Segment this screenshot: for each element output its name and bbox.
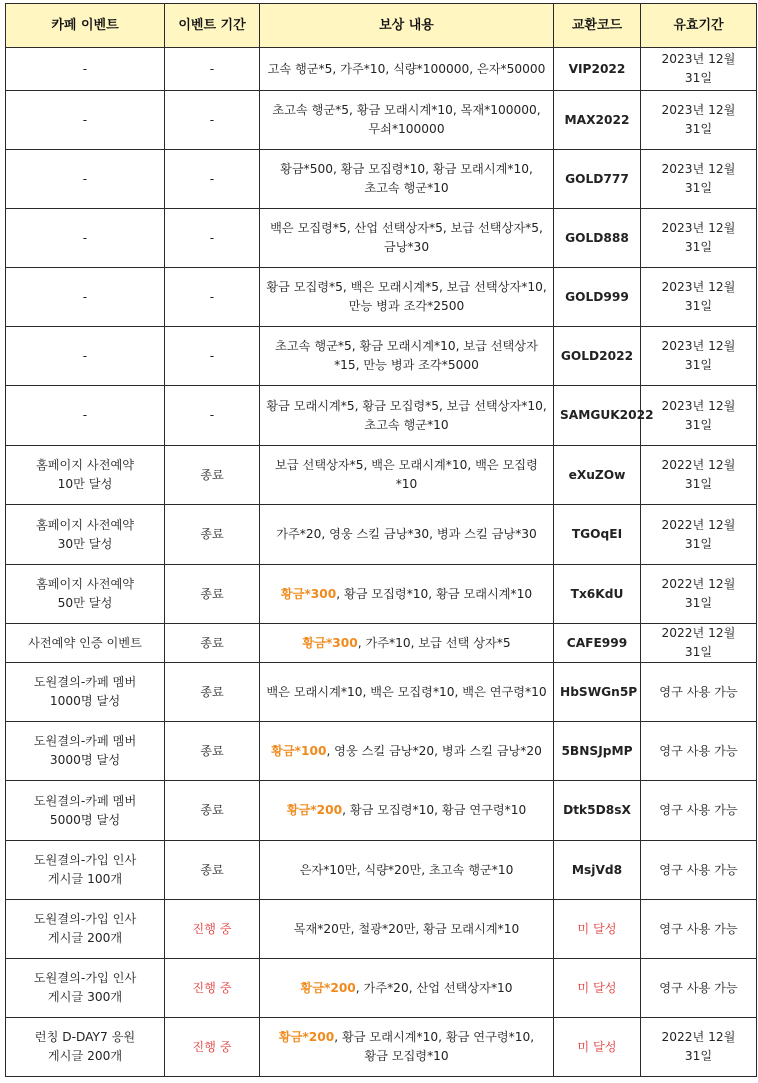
cafe-event-cell bbox=[6, 781, 165, 841]
reward-cell bbox=[260, 722, 554, 781]
reward-cell bbox=[260, 446, 554, 505]
table-row bbox=[6, 386, 757, 446]
exchange-code: Dtk5D8sX bbox=[563, 803, 631, 817]
event-period-text: - bbox=[209, 61, 215, 76]
event-period-text: - bbox=[209, 112, 215, 127]
event-period-cell bbox=[165, 959, 260, 1018]
event-period-text: 종료 bbox=[200, 684, 224, 699]
expiry-text: 2022년 12월 31일 bbox=[661, 1030, 736, 1063]
table-row bbox=[6, 48, 757, 91]
cafe-event-cell bbox=[6, 841, 165, 900]
event-period-text: 종료 bbox=[200, 743, 224, 758]
expiry-cell bbox=[641, 505, 757, 565]
event-period-cell bbox=[165, 565, 260, 624]
header-row bbox=[6, 4, 757, 48]
event-period-cell bbox=[165, 150, 260, 209]
cafe-event-text: 홈페이지 사전예약 50만 달성 bbox=[35, 577, 135, 610]
event-period-cell bbox=[165, 91, 260, 150]
event-period-cell bbox=[165, 900, 260, 959]
cafe-event-cell bbox=[6, 48, 165, 91]
reward-cell bbox=[260, 150, 554, 209]
expiry-text: 2022년 12월 31일 bbox=[661, 517, 736, 551]
reward-text: 초고속 행군*5, 황금 모래시계*10, 보급 선택상자*15, 만능 병과 조각*5000 bbox=[275, 339, 538, 372]
event-period-cell bbox=[165, 209, 260, 268]
table-row bbox=[6, 722, 757, 781]
exchange-code: HbSWGn5P bbox=[560, 684, 638, 699]
cafe-event-text: - bbox=[82, 348, 88, 363]
table-row bbox=[6, 900, 757, 959]
table-row bbox=[6, 150, 757, 209]
cafe-event-text: 홈페이지 사전예약 10만 달성 bbox=[35, 458, 135, 491]
cafe-event-cell bbox=[6, 91, 165, 150]
cafe-event-cell bbox=[6, 1018, 165, 1077]
event-period-text: 진행 중 bbox=[192, 921, 232, 936]
table-row bbox=[6, 1018, 757, 1077]
exchange-code: VIP2022 bbox=[568, 61, 626, 76]
reward-cell bbox=[260, 327, 554, 386]
exchange-code-cell[interactable] bbox=[554, 841, 641, 900]
exchange-code-cell[interactable] bbox=[554, 722, 641, 781]
exchange-code: MsjVd8 bbox=[571, 862, 623, 877]
exchange-code: eXuZOw bbox=[568, 467, 626, 482]
exchange-code-cell[interactable] bbox=[554, 150, 641, 209]
cafe-event-cell bbox=[6, 959, 165, 1018]
cafe-event-text: - bbox=[82, 408, 88, 422]
reward-text: , 가주*10, 보급 선택 상자*5 bbox=[357, 635, 511, 650]
event-period-cell bbox=[165, 663, 260, 722]
expiry-text: 영구 사용 가능 bbox=[659, 862, 738, 877]
expiry-cell bbox=[641, 722, 757, 781]
exchange-code: GOLD2022 bbox=[560, 348, 634, 363]
cafe-event-cell bbox=[6, 446, 165, 505]
exchange-code-cell[interactable] bbox=[554, 386, 654, 446]
expiry-text: 영구 사용 가능 bbox=[659, 980, 738, 995]
cafe-event-text: 런칭 D-DAY7 응원 게시글 200개 bbox=[34, 1030, 136, 1063]
expiry-cell bbox=[641, 841, 757, 900]
exchange-code: Tx6KdU bbox=[570, 586, 624, 601]
reward-cell bbox=[260, 386, 554, 446]
cafe-event-text: - bbox=[82, 171, 88, 186]
event-period-text: - bbox=[209, 408, 215, 422]
cafe-event-cell bbox=[6, 900, 165, 959]
expiry-cell bbox=[641, 150, 757, 209]
cafe-event-cell bbox=[6, 209, 165, 268]
cafe-event-cell bbox=[6, 150, 165, 209]
expiry-cell bbox=[641, 268, 757, 327]
exchange-code: GOLD888 bbox=[565, 230, 629, 245]
event-period-text: 종료 bbox=[200, 803, 224, 817]
expiry-text: 2023년 12월 31일 bbox=[661, 103, 736, 136]
event-period-text: 진행 중 bbox=[192, 1039, 232, 1054]
event-period-text: - bbox=[209, 289, 215, 304]
exchange-code-cell[interactable] bbox=[554, 268, 641, 327]
expiry-cell bbox=[641, 91, 757, 150]
cafe-event-text: 사전예약 인증 이벤트 bbox=[28, 635, 142, 650]
cafe-event-cell bbox=[6, 722, 165, 781]
reward-text: , 황금 모집령*10, 황금 연구령*10 bbox=[342, 803, 527, 817]
exchange-code: GOLD777 bbox=[565, 171, 629, 186]
exchange-code-cell[interactable] bbox=[554, 781, 641, 841]
reward-text: 황금*500, 황금 모집령*10, 황금 모래시계*10, 초고속 행군*10 bbox=[280, 162, 533, 195]
reward-text: 보급 선택상자*5, 백은 모래시계*10, 백은 모집령*10 bbox=[275, 458, 538, 491]
event-period-cell bbox=[165, 327, 260, 386]
cafe-event-text: 도원결의-카페 멤버 5000명 달성 bbox=[33, 793, 137, 827]
event-period-text: 진행 중 bbox=[192, 980, 232, 995]
exchange-code-cell[interactable] bbox=[554, 446, 641, 505]
table-row bbox=[6, 327, 757, 386]
table-row bbox=[6, 781, 757, 841]
expiry-cell bbox=[641, 663, 757, 722]
cafe-event-text: 도원결의-카페 멤버 1000명 달성 bbox=[33, 675, 137, 708]
reward-highlight-text: 황금*200 bbox=[286, 803, 343, 817]
reward-cell bbox=[260, 900, 554, 959]
reward-cell bbox=[260, 505, 554, 565]
cafe-event-text: 홈페이지 사전예약 30만 달성 bbox=[35, 517, 135, 551]
coupon-table bbox=[5, 3, 757, 1077]
header-reward: 보상 내용 bbox=[260, 4, 554, 48]
expiry-text: 2022년 12월 31일 bbox=[661, 577, 736, 610]
cafe-event-text: 도원결의-카페 멤버 3000명 달성 bbox=[33, 734, 137, 767]
exchange-code: 5BNSJpMP bbox=[561, 743, 633, 758]
event-period-cell bbox=[165, 48, 260, 91]
expiry-cell bbox=[641, 327, 757, 386]
expiry-text: 영구 사용 가능 bbox=[659, 803, 738, 817]
table-row bbox=[6, 663, 757, 722]
event-period-cell bbox=[165, 624, 260, 663]
expiry-text: 2023년 12월 31일 bbox=[661, 339, 736, 372]
exchange-code-cell bbox=[554, 900, 641, 959]
expiry-cell bbox=[641, 386, 757, 446]
cafe-event-text: 도원결의-가입 인사 게시글 200개 bbox=[33, 912, 137, 945]
expiry-cell bbox=[641, 446, 757, 505]
exchange-code: CAFE999 bbox=[566, 635, 628, 650]
event-period-text: 종료 bbox=[200, 467, 224, 482]
event-period-cell bbox=[165, 505, 260, 565]
reward-text: 백은 모집령*5, 산업 선택상자*5, 보급 선택상자*5, 금낭*30 bbox=[270, 221, 543, 254]
event-period-cell bbox=[165, 268, 260, 327]
exchange-code-cell bbox=[554, 959, 641, 1018]
table-row bbox=[6, 91, 757, 150]
expiry-cell bbox=[641, 781, 757, 841]
expiry-text: 영구 사용 가능 bbox=[659, 743, 738, 758]
reward-text: , 황금 모래시계*10, 황금 연구령*10, 황금 모집령*10 bbox=[334, 1030, 535, 1063]
expiry-cell bbox=[641, 1018, 757, 1077]
reward-cell bbox=[260, 624, 554, 663]
exchange-code: SAMGUK2022 bbox=[560, 408, 654, 422]
cafe-event-cell bbox=[6, 565, 165, 624]
exchange-code-cell[interactable] bbox=[554, 91, 641, 150]
expiry-cell bbox=[641, 624, 757, 663]
event-period-text: - bbox=[209, 230, 215, 245]
expiry-text: 영구 사용 가능 bbox=[659, 684, 738, 699]
table-body bbox=[6, 48, 757, 1077]
expiry-cell bbox=[641, 959, 757, 1018]
cafe-event-text: - bbox=[82, 61, 88, 76]
cafe-event-text: 도원결의-가입 인사 게시글 300개 bbox=[33, 971, 137, 1004]
reward-cell bbox=[260, 663, 554, 722]
cafe-event-cell bbox=[6, 386, 165, 446]
event-period-text: 종료 bbox=[200, 635, 224, 650]
reward-cell bbox=[260, 1018, 554, 1077]
reward-highlight-text: 황금*300 bbox=[280, 586, 337, 601]
reward-text: 목재*20만, 철광*20만, 황금 모래시계*10 bbox=[293, 921, 520, 936]
not-achieved-text: 미 달성 bbox=[577, 921, 617, 936]
cafe-event-cell bbox=[6, 327, 165, 386]
event-period-text: 종료 bbox=[200, 527, 224, 541]
event-period-cell bbox=[165, 781, 260, 841]
event-period-text: 종료 bbox=[200, 586, 224, 601]
reward-highlight-text: 황금*100 bbox=[271, 743, 327, 758]
event-period-cell bbox=[165, 1018, 260, 1077]
reward-text: 백은 모래시계*10, 백은 모집령*10, 백은 연구령*10 bbox=[266, 684, 547, 699]
header-event-period: 이벤트 기간 bbox=[165, 4, 260, 48]
cafe-event-cell bbox=[6, 505, 165, 565]
expiry-text: 2023년 12월 31일 bbox=[661, 398, 736, 432]
cafe-event-cell bbox=[6, 663, 165, 722]
event-period-cell bbox=[165, 722, 260, 781]
exchange-code-cell bbox=[554, 1018, 641, 1077]
exchange-code-cell[interactable] bbox=[554, 663, 641, 722]
not-achieved-text: 미 달성 bbox=[577, 1039, 617, 1054]
cafe-event-text: - bbox=[82, 112, 88, 127]
reward-cell bbox=[260, 91, 554, 150]
reward-text: 초고속 행군*5, 황금 모래시계*10, 목재*100000, 무쇠*100000 bbox=[272, 103, 541, 136]
cafe-event-text: 도원결의-가입 인사 게시글 100개 bbox=[33, 853, 137, 886]
reward-cell bbox=[260, 959, 554, 1018]
cafe-event-cell bbox=[6, 268, 165, 327]
reward-highlight-text: 황금*300 bbox=[302, 635, 358, 650]
reward-text: , 황금 모집령*10, 황금 모래시계*10 bbox=[336, 586, 533, 601]
reward-text: 은자*10만, 식량*20만, 초고속 행군*10 bbox=[299, 862, 514, 877]
table-row bbox=[6, 624, 757, 663]
event-period-text: 종료 bbox=[200, 862, 224, 877]
reward-text: 가주*20, 영웅 스킬 금낭*30, 병과 스킬 금낭*30 bbox=[276, 527, 537, 541]
reward-highlight-text: 황금*200 bbox=[278, 1030, 335, 1044]
reward-cell bbox=[260, 565, 554, 624]
exchange-code-cell[interactable] bbox=[554, 327, 641, 386]
table-row bbox=[6, 565, 757, 624]
reward-highlight-text: 황금*200 bbox=[300, 980, 356, 995]
cafe-event-text: - bbox=[82, 289, 88, 304]
reward-text: 고속 행군*5, 가주*10, 식량*100000, 은자*50000 bbox=[267, 61, 546, 76]
reward-cell bbox=[260, 209, 554, 268]
exchange-code-cell[interactable] bbox=[554, 505, 641, 565]
reward-cell bbox=[260, 48, 554, 91]
expiry-cell bbox=[641, 900, 757, 959]
header-expiry: 유효기간 bbox=[641, 4, 757, 48]
reward-text: , 가주*20, 산업 선택상자*10 bbox=[355, 980, 513, 995]
reward-text: 황금 모집령*5, 백은 모래시계*5, 보급 선택상자*10, 만능 병과 조각*2500 bbox=[266, 280, 547, 313]
exchange-code-cell[interactable] bbox=[554, 48, 641, 91]
table-row bbox=[6, 268, 757, 327]
exchange-code-cell[interactable] bbox=[554, 565, 641, 624]
expiry-text: 2023년 12월 31일 bbox=[661, 162, 736, 195]
reward-cell bbox=[260, 841, 554, 900]
table-row bbox=[6, 209, 757, 268]
exchange-code: GOLD999 bbox=[565, 289, 629, 304]
expiry-text: 2023년 12월 31일 bbox=[661, 221, 736, 254]
reward-cell bbox=[260, 268, 554, 327]
expiry-cell bbox=[641, 565, 757, 624]
expiry-cell bbox=[641, 48, 757, 91]
event-period-cell bbox=[165, 446, 260, 505]
event-period-cell bbox=[165, 386, 260, 446]
exchange-code-cell[interactable] bbox=[554, 624, 641, 663]
table-row bbox=[6, 841, 757, 900]
not-achieved-text: 미 달성 bbox=[577, 980, 617, 995]
header-exchange-code: 교환코드 bbox=[554, 4, 641, 48]
expiry-text: 2023년 12월 31일 bbox=[661, 280, 736, 313]
event-period-text: - bbox=[209, 171, 215, 186]
expiry-text: 2022년 12월 31일 bbox=[661, 626, 736, 659]
exchange-code: TGOqEI bbox=[571, 527, 623, 541]
header-cafe-event: 카페 이벤트 bbox=[6, 4, 165, 48]
cafe-event-text: - bbox=[82, 230, 88, 245]
table-row bbox=[6, 959, 757, 1018]
reward-cell bbox=[260, 781, 554, 841]
reward-text: , 영웅 스킬 금낭*20, 병과 스킬 금낭*20 bbox=[326, 743, 542, 758]
cafe-event-cell bbox=[6, 624, 165, 663]
expiry-text: 영구 사용 가능 bbox=[659, 921, 738, 936]
reward-text: 황금 모래시계*5, 황금 모집령*5, 보급 선택상자*10, 초고속 행군*10 bbox=[266, 398, 547, 432]
table-row bbox=[6, 446, 757, 505]
expiry-text: 2022년 12월 31일 bbox=[661, 458, 736, 491]
exchange-code: MAX2022 bbox=[564, 112, 630, 127]
event-period-text: - bbox=[209, 348, 215, 363]
exchange-code-cell[interactable] bbox=[554, 209, 641, 268]
expiry-cell bbox=[641, 209, 757, 268]
expiry-text: 2023년 12월 31일 bbox=[661, 52, 736, 85]
table-row bbox=[6, 505, 757, 565]
event-period-cell bbox=[165, 841, 260, 900]
